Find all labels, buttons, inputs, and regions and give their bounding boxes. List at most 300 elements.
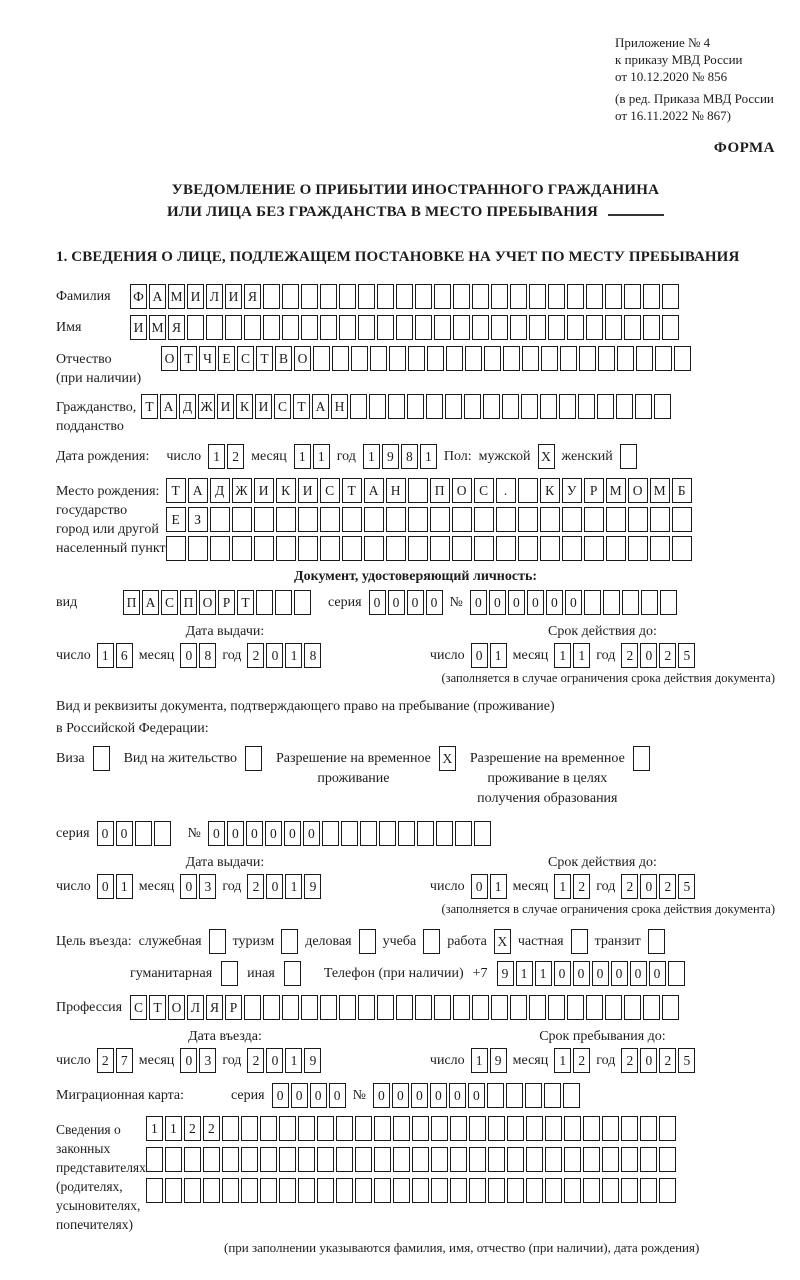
char-cell[interactable]: О xyxy=(294,346,311,371)
residence-permit-checkbox[interactable] xyxy=(245,746,262,771)
char-cell[interactable] xyxy=(455,821,472,846)
char-cell[interactable] xyxy=(496,507,516,532)
char-cell[interactable] xyxy=(445,394,462,419)
char-cell[interactable] xyxy=(276,507,296,532)
entry-month-cells[interactable] xyxy=(180,1048,216,1073)
char-cell[interactable] xyxy=(522,346,539,371)
doc-validity-day-cells[interactable] xyxy=(471,643,507,668)
char-cell[interactable] xyxy=(301,284,318,309)
char-cell[interactable] xyxy=(548,995,565,1020)
char-cell[interactable] xyxy=(567,284,584,309)
char-cell[interactable]: В xyxy=(275,346,292,371)
birthplace-cells-line3[interactable] xyxy=(166,536,692,561)
char-cell[interactable]: 0 xyxy=(227,821,244,846)
char-cell[interactable] xyxy=(640,1147,657,1172)
char-cell[interactable]: 1 xyxy=(554,1048,571,1073)
char-cell[interactable] xyxy=(628,507,648,532)
char-cell[interactable]: 0 xyxy=(392,1083,409,1108)
char-cell[interactable] xyxy=(659,1116,676,1141)
char-cell[interactable] xyxy=(317,1178,334,1203)
char-cell[interactable] xyxy=(263,315,280,340)
char-cell[interactable]: Д xyxy=(179,394,196,419)
char-cell[interactable]: 0 xyxy=(508,590,525,615)
char-cell[interactable]: К xyxy=(540,478,560,503)
char-cell[interactable] xyxy=(369,394,386,419)
char-cell[interactable]: П xyxy=(123,590,140,615)
char-cell[interactable]: Н xyxy=(331,394,348,419)
char-cell[interactable] xyxy=(483,394,500,419)
char-cell[interactable]: 0 xyxy=(471,874,488,899)
char-cell[interactable]: 1 xyxy=(516,961,533,986)
char-cell[interactable]: П xyxy=(430,478,450,503)
char-cell[interactable]: 2 xyxy=(621,874,638,899)
residence-validity-month-cells[interactable] xyxy=(554,874,590,899)
char-cell[interactable]: 2 xyxy=(573,1048,590,1073)
char-cell[interactable] xyxy=(621,1178,638,1203)
char-cell[interactable] xyxy=(408,478,428,503)
char-cell[interactable]: К xyxy=(236,394,253,419)
char-cell[interactable] xyxy=(636,346,653,371)
birthplace-cells-line2[interactable] xyxy=(166,507,692,532)
char-cell[interactable] xyxy=(398,821,415,846)
char-cell[interactable]: 5 xyxy=(678,643,695,668)
char-cell[interactable] xyxy=(602,1147,619,1172)
char-cell[interactable] xyxy=(320,315,337,340)
char-cell[interactable] xyxy=(506,1083,523,1108)
char-cell[interactable]: Я xyxy=(168,315,185,340)
sex-male-checkbox[interactable] xyxy=(538,444,555,469)
char-cell[interactable] xyxy=(521,394,538,419)
char-cell[interactable] xyxy=(301,995,318,1020)
doc-issue-month-cells[interactable] xyxy=(180,643,216,668)
char-cell[interactable]: 1 xyxy=(535,961,552,986)
char-cell[interactable] xyxy=(407,394,424,419)
char-cell[interactable]: С xyxy=(474,478,494,503)
char-cell[interactable]: 8 xyxy=(199,643,216,668)
char-cell[interactable] xyxy=(474,821,491,846)
char-cell[interactable] xyxy=(393,1178,410,1203)
char-cell[interactable]: Б xyxy=(672,478,692,503)
char-cell[interactable] xyxy=(484,346,501,371)
char-cell[interactable]: Т xyxy=(166,478,186,503)
char-cell[interactable] xyxy=(430,536,450,561)
char-cell[interactable] xyxy=(388,394,405,419)
char-cell[interactable] xyxy=(571,929,588,954)
char-cell[interactable] xyxy=(529,995,546,1020)
char-cell[interactable]: Ф xyxy=(130,284,147,309)
char-cell[interactable]: 0 xyxy=(649,961,666,986)
char-cell[interactable]: Т xyxy=(342,478,362,503)
char-cell[interactable]: 1 xyxy=(313,444,330,469)
char-cell[interactable] xyxy=(510,995,527,1020)
char-cell[interactable] xyxy=(453,995,470,1020)
char-cell[interactable]: 1 xyxy=(490,874,507,899)
char-cell[interactable]: 0 xyxy=(546,590,563,615)
char-cell[interactable] xyxy=(518,507,538,532)
char-cell[interactable] xyxy=(241,1147,258,1172)
migration-number-cells[interactable] xyxy=(373,1083,580,1108)
char-cell[interactable] xyxy=(624,315,641,340)
char-cell[interactable] xyxy=(370,346,387,371)
char-cell[interactable] xyxy=(452,507,472,532)
char-cell[interactable] xyxy=(313,346,330,371)
char-cell[interactable]: 2 xyxy=(621,1048,638,1073)
char-cell[interactable] xyxy=(540,507,560,532)
sex-female-checkbox[interactable] xyxy=(620,444,637,469)
char-cell[interactable] xyxy=(603,590,620,615)
char-cell[interactable]: 0 xyxy=(266,1048,283,1073)
char-cell[interactable] xyxy=(503,346,520,371)
char-cell[interactable] xyxy=(668,961,685,986)
char-cell[interactable]: 0 xyxy=(266,874,283,899)
char-cell[interactable] xyxy=(408,536,428,561)
char-cell[interactable] xyxy=(562,507,582,532)
char-cell[interactable] xyxy=(641,590,658,615)
char-cell[interactable] xyxy=(635,394,652,419)
char-cell[interactable] xyxy=(279,1116,296,1141)
residence-issue-year-cells[interactable] xyxy=(247,874,321,899)
char-cell[interactable]: 0 xyxy=(449,1083,466,1108)
char-cell[interactable] xyxy=(232,507,252,532)
char-cell[interactable] xyxy=(358,284,375,309)
char-cell[interactable] xyxy=(469,1178,486,1203)
char-cell[interactable]: 0 xyxy=(246,821,263,846)
char-cell[interactable]: М xyxy=(149,315,166,340)
char-cell[interactable]: 0 xyxy=(180,1048,197,1073)
char-cell[interactable] xyxy=(336,1116,353,1141)
char-cell[interactable] xyxy=(583,1178,600,1203)
char-cell[interactable]: 5 xyxy=(678,1048,695,1073)
char-cell[interactable]: 1 xyxy=(490,643,507,668)
char-cell[interactable] xyxy=(166,536,186,561)
char-cell[interactable]: 9 xyxy=(304,1048,321,1073)
char-cell[interactable] xyxy=(322,821,339,846)
char-cell[interactable] xyxy=(336,1147,353,1172)
char-cell[interactable] xyxy=(584,507,604,532)
char-cell[interactable]: А xyxy=(364,478,384,503)
doc-validity-month-cells[interactable] xyxy=(554,643,590,668)
char-cell[interactable] xyxy=(586,995,603,1020)
char-cell[interactable] xyxy=(260,1116,277,1141)
char-cell[interactable] xyxy=(389,346,406,371)
char-cell[interactable]: Ч xyxy=(199,346,216,371)
char-cell[interactable] xyxy=(450,1178,467,1203)
char-cell[interactable]: И xyxy=(217,394,234,419)
char-cell[interactable] xyxy=(298,1178,315,1203)
char-cell[interactable]: С xyxy=(237,346,254,371)
residence-validity-day-cells[interactable] xyxy=(471,874,507,899)
char-cell[interactable]: 2 xyxy=(659,643,676,668)
char-cell[interactable] xyxy=(436,821,453,846)
char-cell[interactable]: 0 xyxy=(266,643,283,668)
char-cell[interactable] xyxy=(184,1178,201,1203)
char-cell[interactable] xyxy=(430,507,450,532)
char-cell[interactable]: 1 xyxy=(573,643,590,668)
char-cell[interactable] xyxy=(339,284,356,309)
residence-number-cells[interactable] xyxy=(208,821,491,846)
char-cell[interactable]: Р xyxy=(584,478,604,503)
char-cell[interactable] xyxy=(450,1116,467,1141)
char-cell[interactable] xyxy=(643,284,660,309)
char-cell[interactable] xyxy=(393,1147,410,1172)
char-cell[interactable] xyxy=(417,821,434,846)
char-cell[interactable]: X xyxy=(439,746,456,771)
doc-issue-day-cells[interactable] xyxy=(97,643,133,668)
char-cell[interactable]: И xyxy=(130,315,147,340)
char-cell[interactable]: . xyxy=(496,478,516,503)
char-cell[interactable]: О xyxy=(199,590,216,615)
char-cell[interactable] xyxy=(412,1178,429,1203)
char-cell[interactable]: 8 xyxy=(401,444,418,469)
char-cell[interactable] xyxy=(339,315,356,340)
char-cell[interactable] xyxy=(586,315,603,340)
char-cell[interactable]: А xyxy=(312,394,329,419)
char-cell[interactable]: 0 xyxy=(565,590,582,615)
char-cell[interactable] xyxy=(260,1178,277,1203)
char-cell[interactable] xyxy=(222,1147,239,1172)
char-cell[interactable]: 0 xyxy=(369,590,386,615)
doc-validity-year-cells[interactable] xyxy=(621,643,695,668)
char-cell[interactable] xyxy=(431,1116,448,1141)
doc-issue-year-cells[interactable] xyxy=(247,643,321,668)
char-cell[interactable] xyxy=(472,315,489,340)
char-cell[interactable] xyxy=(564,1178,581,1203)
char-cell[interactable]: 1 xyxy=(208,444,225,469)
char-cell[interactable]: 1 xyxy=(363,444,380,469)
char-cell[interactable] xyxy=(282,284,299,309)
char-cell[interactable] xyxy=(241,1178,258,1203)
char-cell[interactable] xyxy=(526,1178,543,1203)
char-cell[interactable]: И xyxy=(255,394,272,419)
char-cell[interactable] xyxy=(165,1178,182,1203)
char-cell[interactable] xyxy=(415,995,432,1020)
char-cell[interactable] xyxy=(597,394,614,419)
char-cell[interactable] xyxy=(662,315,679,340)
char-cell[interactable] xyxy=(453,284,470,309)
char-cell[interactable]: О xyxy=(452,478,472,503)
char-cell[interactable]: 0 xyxy=(310,1083,327,1108)
char-cell[interactable]: 1 xyxy=(554,874,571,899)
char-cell[interactable]: И xyxy=(225,284,242,309)
firstname-cells[interactable] xyxy=(130,315,679,340)
char-cell[interactable] xyxy=(244,315,261,340)
char-cell[interactable]: Я xyxy=(206,995,223,1020)
char-cell[interactable] xyxy=(364,536,384,561)
char-cell[interactable] xyxy=(222,1116,239,1141)
char-cell[interactable]: М xyxy=(650,478,670,503)
char-cell[interactable]: 3 xyxy=(199,1048,216,1073)
char-cell[interactable] xyxy=(351,346,368,371)
char-cell[interactable] xyxy=(672,507,692,532)
char-cell[interactable] xyxy=(662,995,679,1020)
char-cell[interactable] xyxy=(674,346,691,371)
char-cell[interactable] xyxy=(606,507,626,532)
char-cell[interactable]: 5 xyxy=(678,874,695,899)
char-cell[interactable] xyxy=(650,536,670,561)
char-cell[interactable] xyxy=(210,507,230,532)
char-cell[interactable]: 0 xyxy=(180,874,197,899)
char-cell[interactable]: Т xyxy=(180,346,197,371)
char-cell[interactable]: 2 xyxy=(97,1048,114,1073)
char-cell[interactable]: 9 xyxy=(490,1048,507,1073)
char-cell[interactable]: Т xyxy=(141,394,158,419)
char-cell[interactable] xyxy=(655,346,672,371)
char-cell[interactable] xyxy=(210,536,230,561)
char-cell[interactable] xyxy=(342,536,362,561)
char-cell[interactable]: 0 xyxy=(640,874,657,899)
char-cell[interactable] xyxy=(541,346,558,371)
char-cell[interactable] xyxy=(415,315,432,340)
char-cell[interactable] xyxy=(336,1178,353,1203)
char-cell[interactable]: А xyxy=(188,478,208,503)
char-cell[interactable] xyxy=(386,507,406,532)
char-cell[interactable] xyxy=(562,536,582,561)
char-cell[interactable] xyxy=(446,346,463,371)
char-cell[interactable] xyxy=(672,536,692,561)
char-cell[interactable]: 0 xyxy=(388,590,405,615)
char-cell[interactable] xyxy=(320,507,340,532)
char-cell[interactable] xyxy=(263,284,280,309)
char-cell[interactable] xyxy=(491,315,508,340)
purpose-business-checkbox[interactable] xyxy=(359,929,376,954)
purpose-other-checkbox[interactable] xyxy=(284,961,301,986)
char-cell[interactable] xyxy=(450,1147,467,1172)
char-cell[interactable]: 3 xyxy=(199,874,216,899)
legal-reps-cells-line3[interactable] xyxy=(146,1178,676,1203)
char-cell[interactable] xyxy=(187,315,204,340)
char-cell[interactable] xyxy=(135,821,152,846)
char-cell[interactable] xyxy=(222,1178,239,1203)
char-cell[interactable] xyxy=(488,1147,505,1172)
char-cell[interactable]: 1 xyxy=(146,1116,163,1141)
char-cell[interactable] xyxy=(393,1116,410,1141)
char-cell[interactable] xyxy=(320,995,337,1020)
char-cell[interactable]: Я xyxy=(244,284,261,309)
legal-reps-cells-line2[interactable] xyxy=(146,1147,676,1172)
char-cell[interactable]: 0 xyxy=(489,590,506,615)
char-cell[interactable]: 1 xyxy=(285,874,302,899)
char-cell[interactable] xyxy=(377,995,394,1020)
birthplace-cells-line1[interactable] xyxy=(166,478,692,503)
char-cell[interactable] xyxy=(154,821,171,846)
char-cell[interactable] xyxy=(427,346,444,371)
char-cell[interactable]: С xyxy=(130,995,147,1020)
char-cell[interactable] xyxy=(408,507,428,532)
char-cell[interactable] xyxy=(298,1147,315,1172)
char-cell[interactable] xyxy=(548,315,565,340)
char-cell[interactable] xyxy=(396,995,413,1020)
char-cell[interactable] xyxy=(294,590,311,615)
char-cell[interactable] xyxy=(545,1116,562,1141)
char-cell[interactable] xyxy=(408,346,425,371)
char-cell[interactable]: 2 xyxy=(621,643,638,668)
temporary-residence-education-checkbox[interactable] xyxy=(633,746,650,771)
char-cell[interactable]: С xyxy=(320,478,340,503)
patronymic-cells[interactable] xyxy=(161,346,691,371)
char-cell[interactable]: 0 xyxy=(573,961,590,986)
visa-checkbox[interactable] xyxy=(93,746,110,771)
entry-year-cells[interactable] xyxy=(247,1048,321,1073)
char-cell[interactable] xyxy=(583,1147,600,1172)
char-cell[interactable] xyxy=(350,394,367,419)
char-cell[interactable] xyxy=(544,1083,561,1108)
char-cell[interactable]: 0 xyxy=(640,1048,657,1073)
char-cell[interactable]: 9 xyxy=(497,961,514,986)
char-cell[interactable] xyxy=(540,394,557,419)
purpose-private-checkbox[interactable] xyxy=(571,929,588,954)
char-cell[interactable]: С xyxy=(274,394,291,419)
char-cell[interactable]: О xyxy=(628,478,648,503)
char-cell[interactable] xyxy=(355,1178,372,1203)
char-cell[interactable]: 1 xyxy=(116,874,133,899)
char-cell[interactable] xyxy=(660,590,677,615)
char-cell[interactable]: 0 xyxy=(303,821,320,846)
char-cell[interactable] xyxy=(332,346,349,371)
char-cell[interactable] xyxy=(488,1178,505,1203)
char-cell[interactable]: 0 xyxy=(180,643,197,668)
char-cell[interactable] xyxy=(617,346,634,371)
char-cell[interactable] xyxy=(412,1116,429,1141)
char-cell[interactable] xyxy=(622,590,639,615)
char-cell[interactable] xyxy=(426,394,443,419)
char-cell[interactable]: 2 xyxy=(247,643,264,668)
char-cell[interactable] xyxy=(662,284,679,309)
char-cell[interactable]: Ж xyxy=(232,478,252,503)
char-cell[interactable] xyxy=(374,1116,391,1141)
char-cell[interactable] xyxy=(282,995,299,1020)
char-cell[interactable] xyxy=(260,1147,277,1172)
char-cell[interactable] xyxy=(659,1178,676,1203)
surname-cells[interactable] xyxy=(130,284,679,309)
char-cell[interactable]: Т xyxy=(149,995,166,1020)
char-cell[interactable] xyxy=(578,394,595,419)
char-cell[interactable] xyxy=(360,821,377,846)
char-cell[interactable] xyxy=(579,346,596,371)
char-cell[interactable] xyxy=(564,1116,581,1141)
char-cell[interactable]: 0 xyxy=(97,821,114,846)
char-cell[interactable]: Н xyxy=(386,478,406,503)
migration-series-cells[interactable] xyxy=(272,1083,346,1108)
char-cell[interactable]: М xyxy=(606,478,626,503)
char-cell[interactable]: 0 xyxy=(471,643,488,668)
char-cell[interactable] xyxy=(472,995,489,1020)
char-cell[interactable] xyxy=(616,394,633,419)
char-cell[interactable]: 2 xyxy=(203,1116,220,1141)
char-cell[interactable] xyxy=(563,1083,580,1108)
char-cell[interactable]: 0 xyxy=(208,821,225,846)
char-cell[interactable] xyxy=(633,746,650,771)
char-cell[interactable] xyxy=(320,284,337,309)
char-cell[interactable] xyxy=(559,394,576,419)
char-cell[interactable] xyxy=(643,315,660,340)
char-cell[interactable] xyxy=(584,536,604,561)
char-cell[interactable]: Е xyxy=(166,507,186,532)
char-cell[interactable]: А xyxy=(160,394,177,419)
char-cell[interactable]: Е xyxy=(218,346,235,371)
char-cell[interactable] xyxy=(206,315,223,340)
char-cell[interactable]: З xyxy=(188,507,208,532)
char-cell[interactable] xyxy=(225,315,242,340)
char-cell[interactable]: У xyxy=(562,478,582,503)
char-cell[interactable] xyxy=(431,1147,448,1172)
char-cell[interactable] xyxy=(465,346,482,371)
char-cell[interactable] xyxy=(342,507,362,532)
char-cell[interactable]: Т xyxy=(237,590,254,615)
char-cell[interactable]: 0 xyxy=(611,961,628,986)
char-cell[interactable]: Т xyxy=(256,346,273,371)
residence-issue-day-cells[interactable] xyxy=(97,874,133,899)
char-cell[interactable] xyxy=(464,394,481,419)
